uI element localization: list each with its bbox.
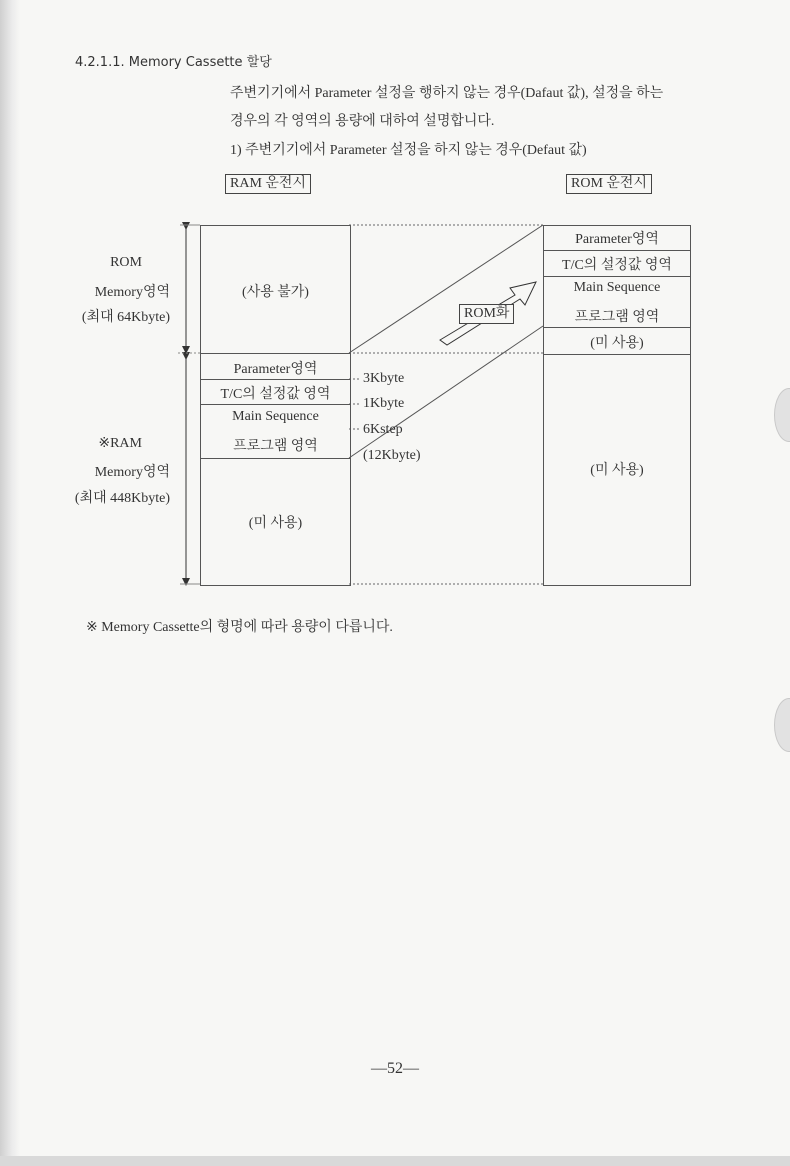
divider bbox=[544, 276, 690, 277]
tc-size: 1Kbyte bbox=[363, 396, 405, 411]
divider bbox=[544, 327, 690, 328]
section-heading: 4.2.1.1. Memory Cassette 할당 bbox=[75, 55, 272, 70]
ram-mode-label: RAM 운전시 bbox=[225, 174, 311, 194]
footnote: ※ Memory Cassette의 형명에 따라 용량이 다릅니다. bbox=[86, 620, 393, 635]
rom-mode-column bbox=[543, 225, 691, 586]
intro-text-line2: 경우의 각 영역의 용량에 대하여 설명합니다. bbox=[230, 114, 495, 129]
page-number: —52— bbox=[371, 1060, 419, 1077]
unused-area: (미 사용) bbox=[590, 463, 644, 478]
parameter-size: 3Kbyte bbox=[363, 371, 405, 386]
divider bbox=[544, 354, 690, 355]
unused-area: (미 사용) bbox=[248, 516, 303, 531]
main-bytes: (12Kbyte) bbox=[363, 448, 421, 463]
ram-region-label: ※RAM bbox=[98, 436, 142, 451]
ram-region-memory: Memory영역 bbox=[94, 465, 170, 480]
tc-setting-area: T/C의 설정값 영역 bbox=[562, 258, 672, 273]
ram-mode-column bbox=[200, 225, 351, 586]
divider bbox=[201, 379, 350, 380]
unused-small-area: (미 사용) bbox=[590, 336, 644, 351]
unavailable-area: (사용 불가) bbox=[242, 285, 309, 300]
main-sequence-label: Main Sequence bbox=[573, 280, 661, 295]
rom-mode-label: ROM 운전시 bbox=[566, 174, 652, 194]
program-area-label: 프로그램 영역 bbox=[233, 439, 318, 454]
intro-text-line1: 주변기기에서 Parameter 설정을 행하지 않는 경우(Dafaut 값), 설정을 하는 bbox=[230, 86, 664, 101]
program-area-label: 프로그램 영역 bbox=[574, 310, 660, 325]
rom-region-memory: Memory영역 bbox=[94, 285, 170, 300]
divider bbox=[544, 250, 690, 251]
main-steps: 6Kstep bbox=[363, 422, 403, 437]
tc-setting-area: T/C의 설정값 영역 bbox=[220, 387, 331, 402]
parameter-area: Parameter영역 bbox=[233, 362, 318, 377]
main-sequence-label: Main Sequence bbox=[232, 409, 319, 424]
rom-region-capacity: (최대 64Kbyte) bbox=[81, 310, 170, 325]
divider bbox=[201, 458, 350, 459]
divider bbox=[201, 404, 350, 405]
case1-title: 1) 주변기기에서 Parameter 설정을 하지 않는 경우(Defaut 값) bbox=[230, 143, 587, 158]
ram-region-capacity: (최대 448Kbyte) bbox=[74, 491, 170, 506]
parameter-area: Parameter영역 bbox=[575, 232, 659, 247]
rom-convert-label: ROM화 bbox=[459, 304, 514, 324]
divider bbox=[201, 353, 350, 354]
rom-region-label: ROM bbox=[110, 255, 142, 270]
